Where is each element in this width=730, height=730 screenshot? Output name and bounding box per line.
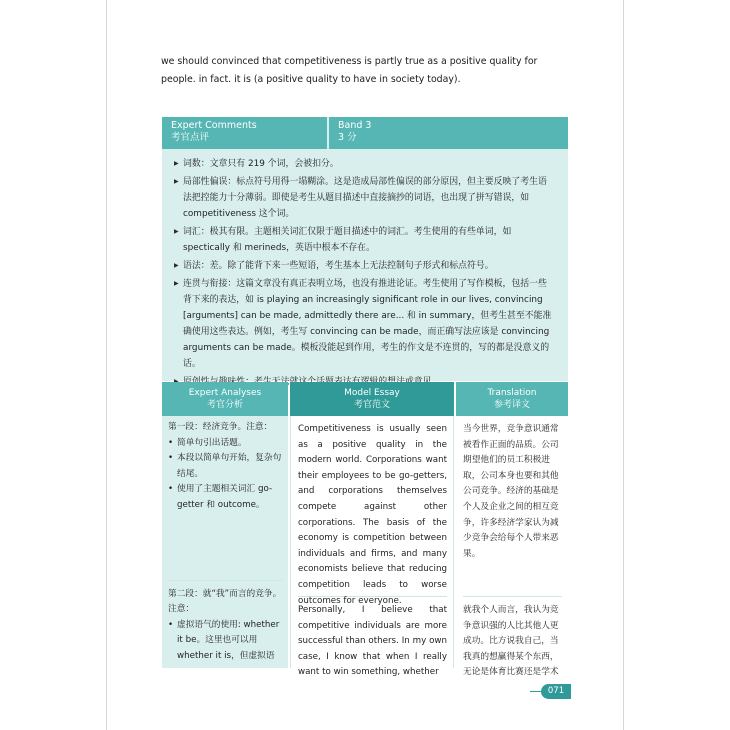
expert-analyses-column [162, 416, 288, 668]
expert-comments-list [174, 156, 554, 390]
translation-header: Translation 参考译文 [456, 382, 568, 416]
band-score-cell [329, 117, 380, 149]
triangle-bullet-icon: ▶ [174, 160, 179, 167]
comment-item: ▶ 词汇：极其有限。主题相关词汇仅限于题目描述中的词汇。考生使用的有些单词，如 spectically 和 merineds，英语中根本不存在。 [174, 224, 554, 256]
expert-comments-title-cell [162, 117, 329, 149]
triangle-bullet-icon: ▶ [174, 228, 179, 235]
analysis-points [168, 436, 282, 514]
expert-comments-title-zh: 考官点评 [171, 132, 210, 143]
translation-column [456, 416, 568, 678]
band-score-en: Band 3 [338, 120, 372, 131]
model-essay-paragraph-1: Competitiveness is usually seen as a positive quality in the modern world. Corporations want their employees to be go-getters, and corporations themselves compete against other corporations. The basis of the economy is competition between individuals and firms, and many economists believe that reducing competition leads to worse outcomes for everyone. [298, 424, 447, 606]
analysis-paragraph-2 [168, 580, 282, 665]
analysis-point: • 本段以简单句开始，复杂句结尾。 [168, 451, 282, 482]
triangle-bullet-icon: ▶ [174, 262, 179, 269]
triangle-bullet-icon: ▶ [174, 178, 179, 185]
analysis-grid-header [162, 382, 568, 416]
expert-analyses-header: Expert Analyses 考官分析 [162, 382, 288, 416]
analysis-title: 第二段：就“我”而言的竞争。注意： [168, 588, 282, 615]
model-essay-header: Model Essay 考官范文 [290, 382, 454, 416]
analysis-paragraph-1 [168, 420, 282, 514]
expert-comments-body [162, 149, 568, 381]
analysis-title: 第一段：经济竞争。注意： [168, 422, 273, 432]
triangle-bullet-icon: ▶ [174, 280, 179, 287]
translation-paragraph-1: 当今世界，竞争意识通常被看作正面的品质。公司期望他们的员工积极进取，公司本身也要和其他公司竞争。经济的基础是个人及企业之间的相互竞争，许多经济学家认为减少竞争会给每个人带来恶果。 [463, 424, 559, 559]
model-essay-paragraph-2: Personally, I believe that competitive individuals are more successful than others. In my own case, I know that when I really want to win something, whether [298, 596, 447, 681]
page-number-rule [530, 691, 541, 692]
analysis-points [168, 618, 282, 665]
analysis-point: • 虚拟语气的使用: whether it be。这里也可以用 whether it is，但虚拟语 [168, 618, 282, 665]
intro-paragraph: we should convinced that competitiveness is partly true as a positive quality for people. in fact. it is (a positive quality to have in society today). [161, 56, 538, 85]
comment-item: ▶ 局部性偏误：标点符号用得一塌糊涂。这是造成局部性偏误的部分原因，但主要反映了考生语法把控能力十分薄弱。即使是考生从题目描述中直接摘抄的词语，也出现了拼写错误，如 competitiveness 这个词。 [174, 174, 554, 222]
expert-comments-title-en: Expert Comments [171, 120, 257, 131]
expert-comments-header [162, 117, 568, 149]
analysis-point: • 使用了主题相关词汇 go-getter 和 outcome。 [168, 482, 282, 513]
analysis-point: • 简单句引出话题。 [168, 436, 282, 452]
model-essay-column [290, 416, 454, 678]
band-score-zh: 3 分 [338, 132, 357, 143]
translation-paragraph-2: 就我个人而言，我认为竞争意识强的人比其他人更成功。比方说我自己，当我真的想赢得某个东西，无论是体育比赛还是学术 [463, 596, 562, 681]
comment-item: ▶ 语法：差。除了能背下来一些短语，考生基本上无法控制句子形式和标点符号。 [174, 258, 554, 274]
comment-item: ▶ 词数：文章只有 219 个词，会被扣分。 [174, 156, 554, 172]
analysis-grid-body [162, 416, 568, 678]
page-number: 071 [541, 684, 571, 699]
comment-item: ▶ 连贯与衔接：这篇文章没有真正表明立场，也没有推进论证。考生使用了写作模板，包括一些背下来的表达，如 is playing an increasingly significant role in our lives, convincing [arguments] can be made, admittedly there are... 和 in summary，但考生甚至不能准确使用这些表达。例如，考生写 convincing can be made，而正确写法应该是 convincing arguments can be made。模板没能起到作用，考生的作文是不连贯的，写的都是没意义的话。 [174, 276, 554, 372]
